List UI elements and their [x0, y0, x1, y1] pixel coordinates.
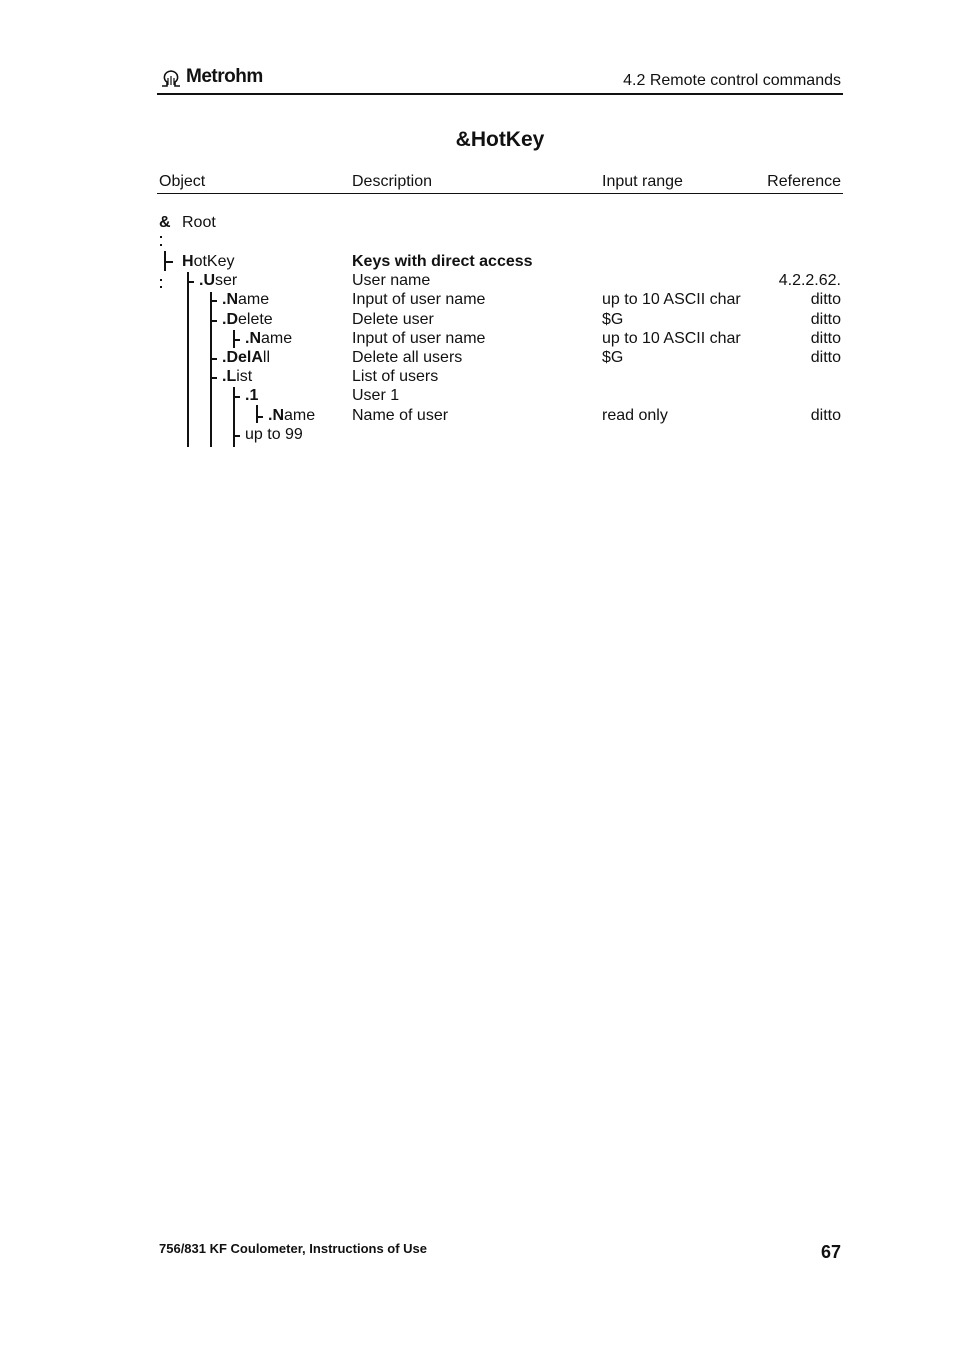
row-description: Name of user	[352, 407, 449, 424]
page-title: &HotKey	[455, 128, 545, 151]
table-row: HotKey	[182, 253, 235, 270]
row-reference: ditto	[810, 407, 841, 424]
col-object: Object	[159, 173, 206, 190]
root-symbol: &	[159, 214, 171, 231]
row-description: Input of user name	[352, 330, 486, 347]
table-row: up to 99	[245, 426, 303, 443]
row-input-range: read only	[602, 407, 668, 424]
brand-name: Metrohm	[186, 66, 263, 87]
row-description: Delete user	[352, 311, 434, 328]
table-row: .Name	[245, 330, 293, 347]
metrohm-logo-icon	[159, 68, 183, 88]
row-input-range: up to 10 ASCII char	[602, 291, 741, 308]
row-reference: ditto	[810, 349, 841, 366]
table-row: .Name	[222, 291, 270, 308]
row-reference: ditto	[810, 330, 841, 347]
section-title: 4.2 Remote control commands	[623, 72, 841, 89]
row-input-range: $G	[602, 311, 624, 328]
table-row: .User	[199, 272, 238, 289]
table-row: .List	[222, 368, 253, 385]
header-rule	[157, 93, 843, 95]
row-reference: ditto	[810, 311, 841, 328]
row-description: User name	[352, 272, 431, 289]
row-input-range: $G	[602, 349, 624, 366]
col-description: Description	[352, 173, 433, 190]
col-input-range: Input range	[602, 173, 683, 190]
row-description: Delete all users	[352, 349, 463, 366]
row-description: User 1	[352, 387, 400, 404]
manual-title: 756/831 KF Coulometer, Instructions of Use	[159, 1241, 428, 1256]
col-reference: Reference	[767, 173, 841, 190]
table-row: .1	[245, 387, 259, 404]
row-input-range: up to 10 ASCII char	[602, 330, 741, 347]
table-row: .Name	[268, 407, 316, 424]
row-reference: ditto	[810, 291, 841, 308]
column-rule	[157, 193, 843, 194]
row-description: Input of user name	[352, 291, 486, 308]
table-row: .DelAll	[222, 349, 271, 366]
table-row: .Delete	[222, 311, 273, 328]
root-label: Root	[182, 214, 216, 231]
row-reference: 4.2.2.62.	[778, 272, 841, 289]
row-description: Keys with direct access	[352, 253, 533, 270]
row-description: List of users	[352, 368, 439, 385]
page-number: 67	[820, 1242, 841, 1262]
